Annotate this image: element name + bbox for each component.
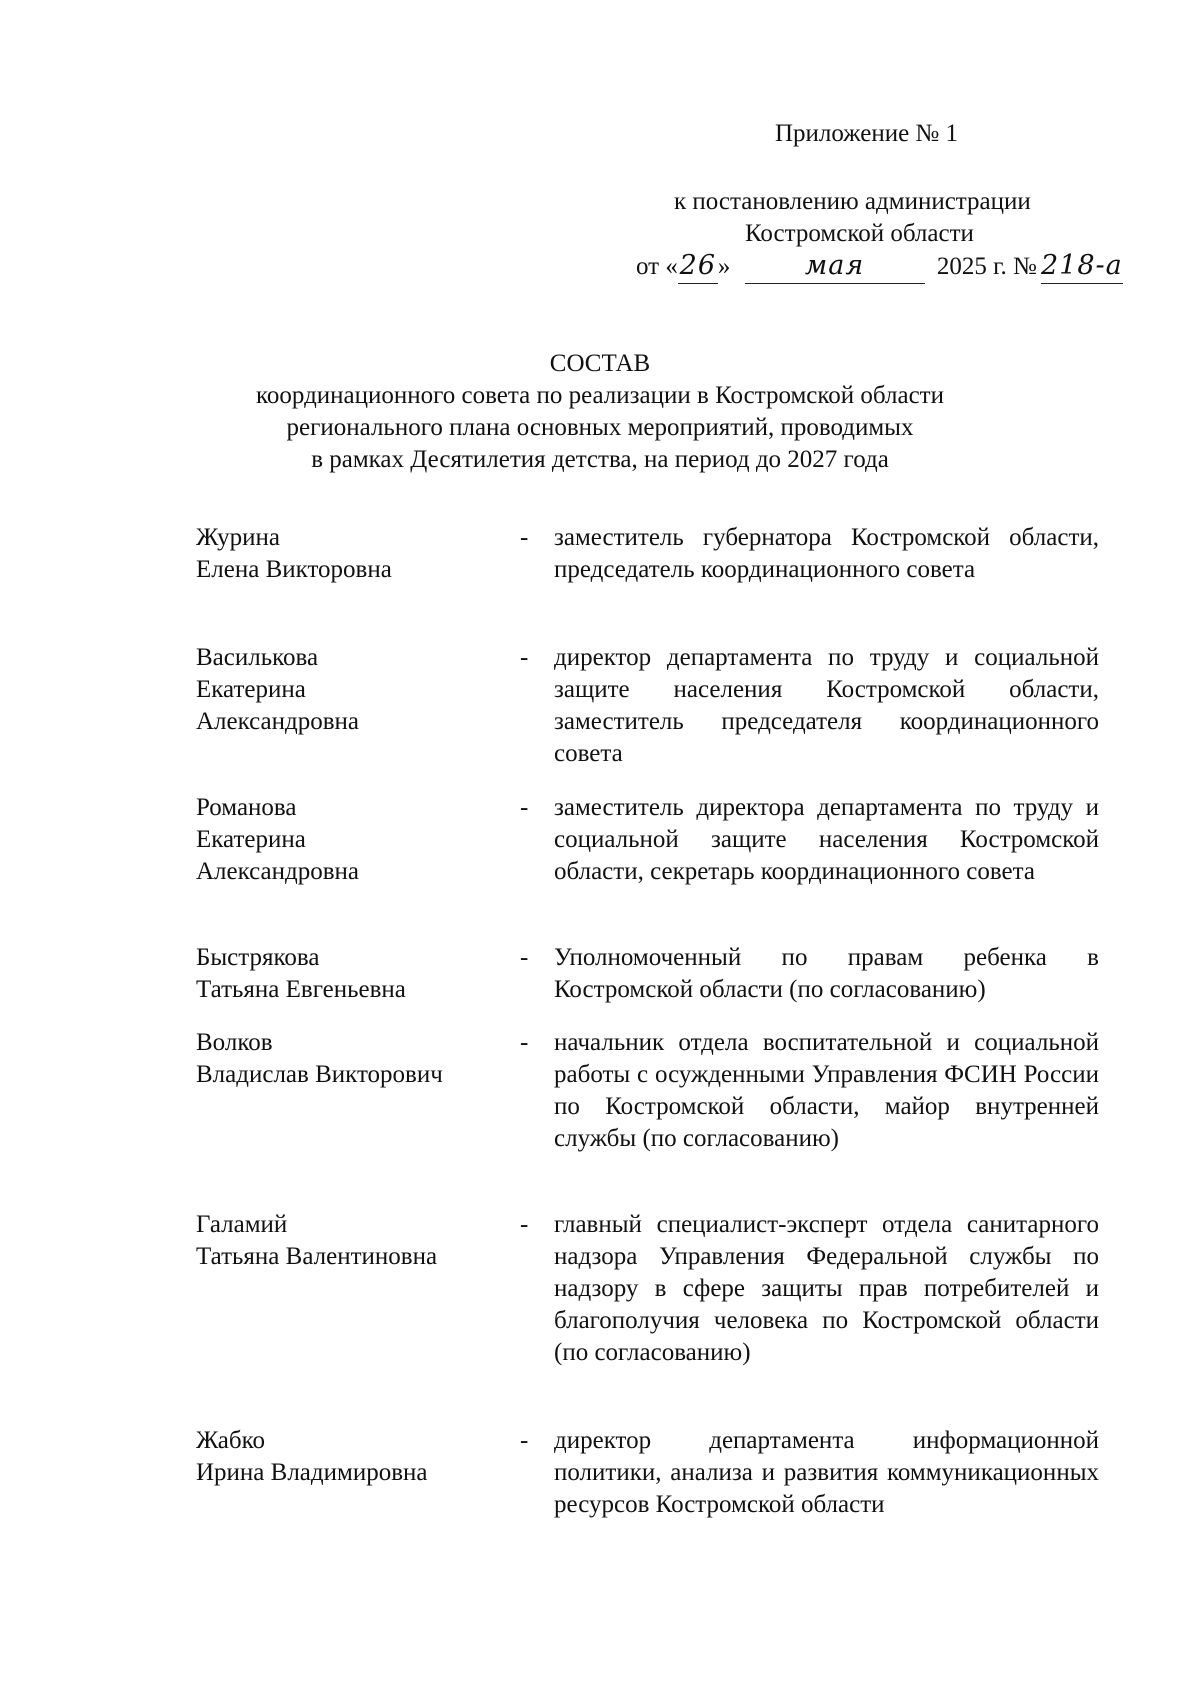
- composition-title-line1: координационного совета по реализации в Костромской области: [256, 382, 944, 409]
- member-role: заместитель губернатора Костромской области, председатель координационного совета: [554, 524, 1099, 583]
- member-surname: Быстрякова: [196, 944, 320, 971]
- member-dash: -: [520, 794, 529, 821]
- resolution-date-line: [636, 250, 1123, 284]
- member-given-name: Екатерина: [196, 676, 306, 703]
- member-dash: -: [520, 524, 529, 551]
- member-name: [196, 1209, 496, 1273]
- date-month-field: [745, 250, 925, 284]
- date-year-text: 2025 г. №: [936, 253, 1037, 280]
- date-month-handwritten: мая: [804, 250, 865, 281]
- member-given-names: Владислав Викторович: [196, 1061, 443, 1088]
- resolution-reference-line2: Костромской области: [745, 220, 974, 247]
- member-surname: Романова: [196, 794, 297, 821]
- date-prefix: от «: [636, 253, 678, 280]
- member-surname: Жабко: [196, 1427, 265, 1454]
- date-day-field: [678, 250, 718, 284]
- member-patronymic: Александровна: [196, 858, 360, 885]
- member-name: [196, 1027, 496, 1091]
- member-role: главный специалист-эксперт отдела санитарного надзора Управления Федеральной службы по надзору в сфере защиты прав потребителей и благополучия человека по Костромской области (по согласованию): [554, 1211, 1099, 1366]
- member-given-names: Ирина Владимировна: [196, 1459, 428, 1486]
- composition-title-line2: регионального плана основных мероприятий, проводимых: [286, 414, 914, 441]
- member-dash: -: [520, 1211, 529, 1238]
- composition-heading: СОСТАВ: [549, 350, 651, 377]
- member-given-name: Екатерина: [196, 826, 306, 853]
- member-dash: -: [520, 944, 529, 971]
- member-dash: -: [520, 1427, 529, 1454]
- member-patronymic: Александровна: [196, 708, 360, 735]
- member-surname: Журина: [196, 524, 281, 551]
- member-surname: Василькова: [196, 644, 319, 671]
- member-given-names: Татьяна Евгеньевна: [196, 976, 406, 1003]
- appendix-label: Приложение № 1: [775, 120, 959, 147]
- member-dash: -: [520, 644, 529, 671]
- member-name: [196, 642, 496, 738]
- date-day-handwritten: 26: [679, 250, 717, 281]
- member-name: [196, 942, 496, 1006]
- member-name: [196, 1425, 496, 1489]
- member-role: директор департамента по труду и социальной защите населения Костромской области, заместитель председателя координационного совета: [554, 644, 1099, 767]
- member-surname: Волков: [196, 1029, 273, 1056]
- member-role: заместитель директора департамента по труду и социальной защите населения Костромской области, секретарь координационного совета: [554, 794, 1099, 885]
- composition-title-line3: в рамках Десятилетия детства, на период до 2027 года: [311, 446, 889, 473]
- member-given-names: Татьяна Валентиновна: [196, 1243, 438, 1270]
- document-number-field: [1041, 250, 1123, 284]
- member-role: директор департамента информационной политики, анализа и развития коммуникационных ресурсов Костромской области: [554, 1427, 1099, 1518]
- document-number-handwritten: 218-а: [1041, 250, 1123, 281]
- member-dash: -: [520, 1029, 529, 1056]
- member-role: Уполномоченный по правам ребенка в Костромской области (по согласованию): [554, 944, 1099, 1003]
- resolution-reference-line1: к постановлению администрации: [674, 188, 1031, 215]
- member-role: начальник отдела воспитательной и социальной работы с осужденными Управления ФСИН России по Костромской области, майор внутренней службы (по согласованию): [554, 1029, 1099, 1152]
- date-quote-close: »: [717, 253, 731, 280]
- member-name: [196, 522, 496, 586]
- member-surname: Галамий: [196, 1211, 288, 1238]
- member-name: [196, 792, 496, 888]
- member-given-names: Елена Викторовна: [196, 556, 392, 583]
